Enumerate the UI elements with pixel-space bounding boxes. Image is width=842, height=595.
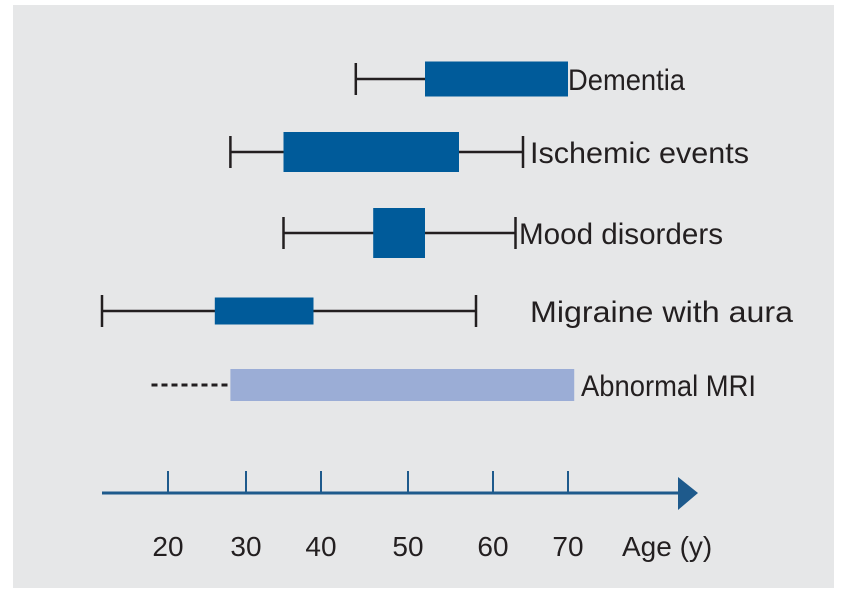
row-abnormal-mri	[152, 369, 757, 403]
x-tick-label: 20	[152, 531, 184, 562]
x-axis-arrow-icon	[678, 477, 698, 510]
range-box	[215, 298, 314, 325]
x-axis-ticks	[152, 471, 583, 562]
row-label: Abnormal MRI	[581, 370, 756, 403]
range-box	[284, 132, 460, 172]
row-label: Migraine with aura	[530, 296, 794, 329]
row-label: Dementia	[568, 64, 686, 97]
x-tick-label: 50	[392, 531, 424, 562]
x-tick-label: 40	[305, 531, 337, 562]
row-mood-disorders	[284, 208, 724, 258]
row-migraine-with-aura	[102, 295, 793, 329]
x-tick-label: 30	[230, 531, 262, 562]
range-bar	[230, 369, 574, 401]
row-label: Mood disorders	[519, 218, 723, 251]
x-tick-label: 60	[477, 531, 509, 562]
row-label: Ischemic events	[530, 137, 749, 170]
x-axis	[102, 471, 712, 562]
range-box	[425, 62, 568, 97]
row-ischemic-events	[230, 132, 749, 172]
range-box	[373, 208, 425, 258]
rows-group	[102, 62, 793, 404]
row-dementia	[356, 62, 685, 98]
x-axis-label: Age (y)	[622, 531, 713, 562]
x-tick-label: 70	[552, 531, 584, 562]
